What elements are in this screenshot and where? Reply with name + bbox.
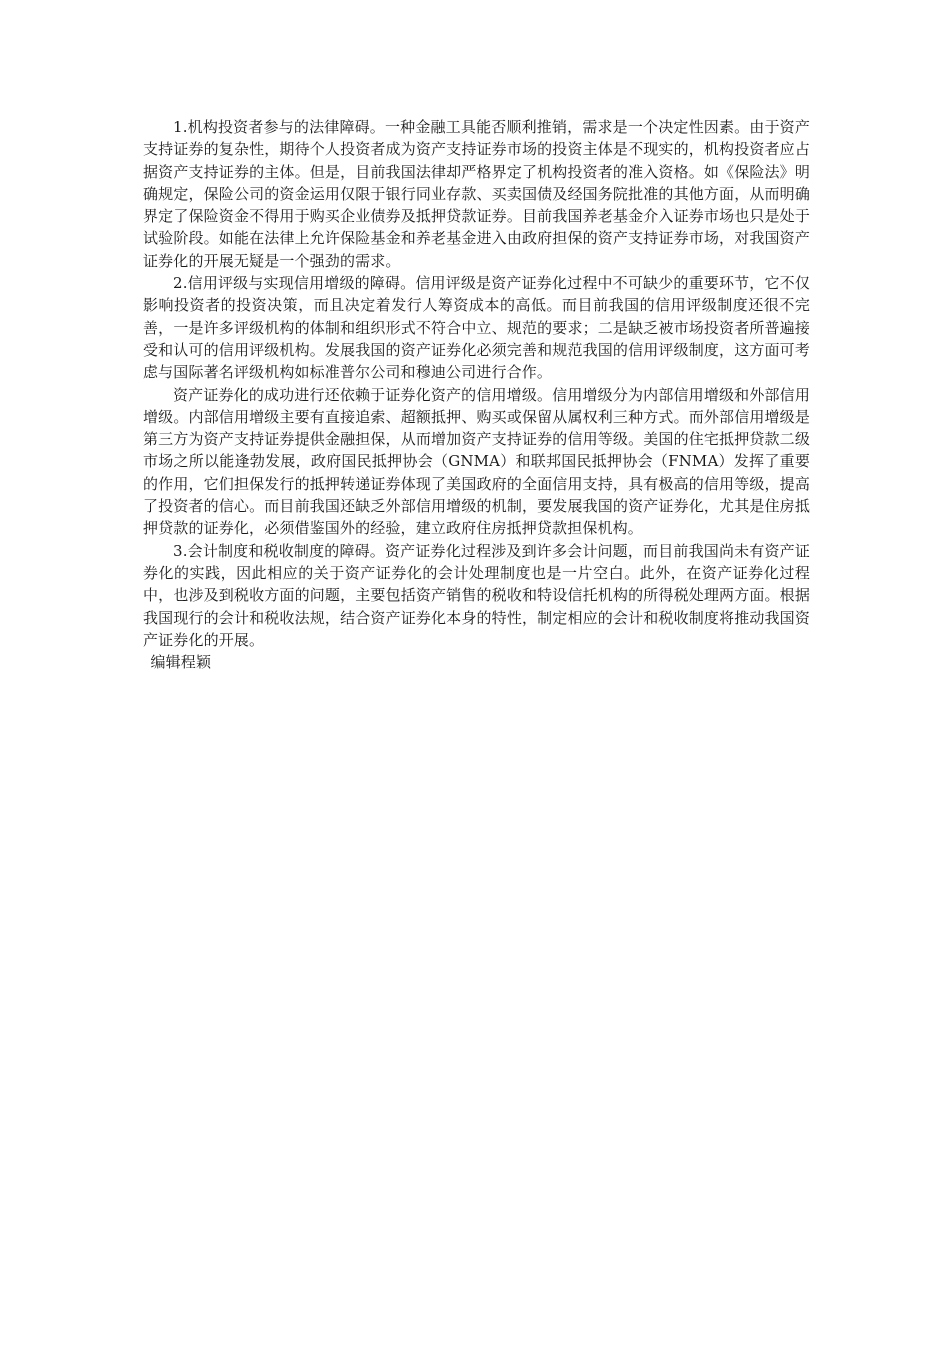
paragraph-accounting-tax: 3.会计制度和税收制度的障碍。资产证券化过程涉及到许多会计问题，而目前我国尚未有资产证券化的实践，因此相应的关于资产证券化的会计处理制度也是一片空白。此外，在资产证券化过程中，也涉及到税收方面的问题，主要包括资产销售的税收和特设信托机构的所得税处理两方面。根据我国现行的会计和税收法规，结合资产证券化本身的特性，制定相应的会计和税收制度将推动我国资产证券化的开展。 [143,541,810,649]
paragraph-credit-rating: 2.信用评级与实现信用增级的障碍。信用评级是资产证券化过程中不可缺少的重要环节，它不仅影响投资者的投资决策，而且决定着发行人筹资成本的高低。而目前我国的信用评级制度还很不完善，一是许多评级机构的体制和组织形式不符合中立、规范的要求；二是缺乏被市场投资者所普遍接受和认可的信用评级机构。发展我国的资产证券化必须完善和规范我国的信用评级制度，这方面可考虑与国际著名评级机构如标准普尔公司和穆迪公司进行合作。 [143,274,810,382]
paragraph-credit-enhancement: 资产证券化的成功进行还依赖于证券化资产的信用增级。信用增级分为内部信用增级和外部信用增级。内部信用增级主要有直接追索、超额抵押、购买或保留从属权利三种方式。而外部信用增级是第三方为资产支持证券提供金融担保，从而增加资产支持证券的信用等级。美国的住宅抵押贷款二级市场之所以能逢勃发展，政府国民抵押协会（GNMA）和联邦国民抵押协会（FNMA）发挥了重要的作用，它们担保发行的抵押转递证券体现了美国政府的全面信用支持，具有极高的信用等级，提高了投资者的信心。而目前我国还缺乏外部信用增级的机制，要发展我国的资产证券化，尤其是住房抵押贷款的证券化，必须借鉴国外的经验，建立政府住房抵押贷款担保机构。 [143,385,810,538]
editor-signature: 编辑程颖 [150,653,212,672]
article-body [143,116,810,673]
paragraph-legal-barriers: 1.机构投资者参与的法律障碍。一种金融工具能否顺利推销，需求是一个决定性因素。由于资产支持证券的复杂性，期待个人投资者成为资产支持证券市场的投资主体是不现实的，机构投资者应占据资产支持证券的主体。但是，目前我国法律却严格界定了机构投资者的准入资格。如《保险法》明确规定，保险公司的资金运用仅限于银行同业存款、买卖国债及经国务院批准的其他方面，从而明确界定了保险资金不得用于购买企业债券及抵押贷款证券。目前我国养老基金介入证券市场也只是处于试验阶段。如能在法律上允许保险基金和养老基金进入由政府担保的资产支持证券市场，对我国资产证券化的开展无疑是一个强劲的需求。 [143,118,810,270]
